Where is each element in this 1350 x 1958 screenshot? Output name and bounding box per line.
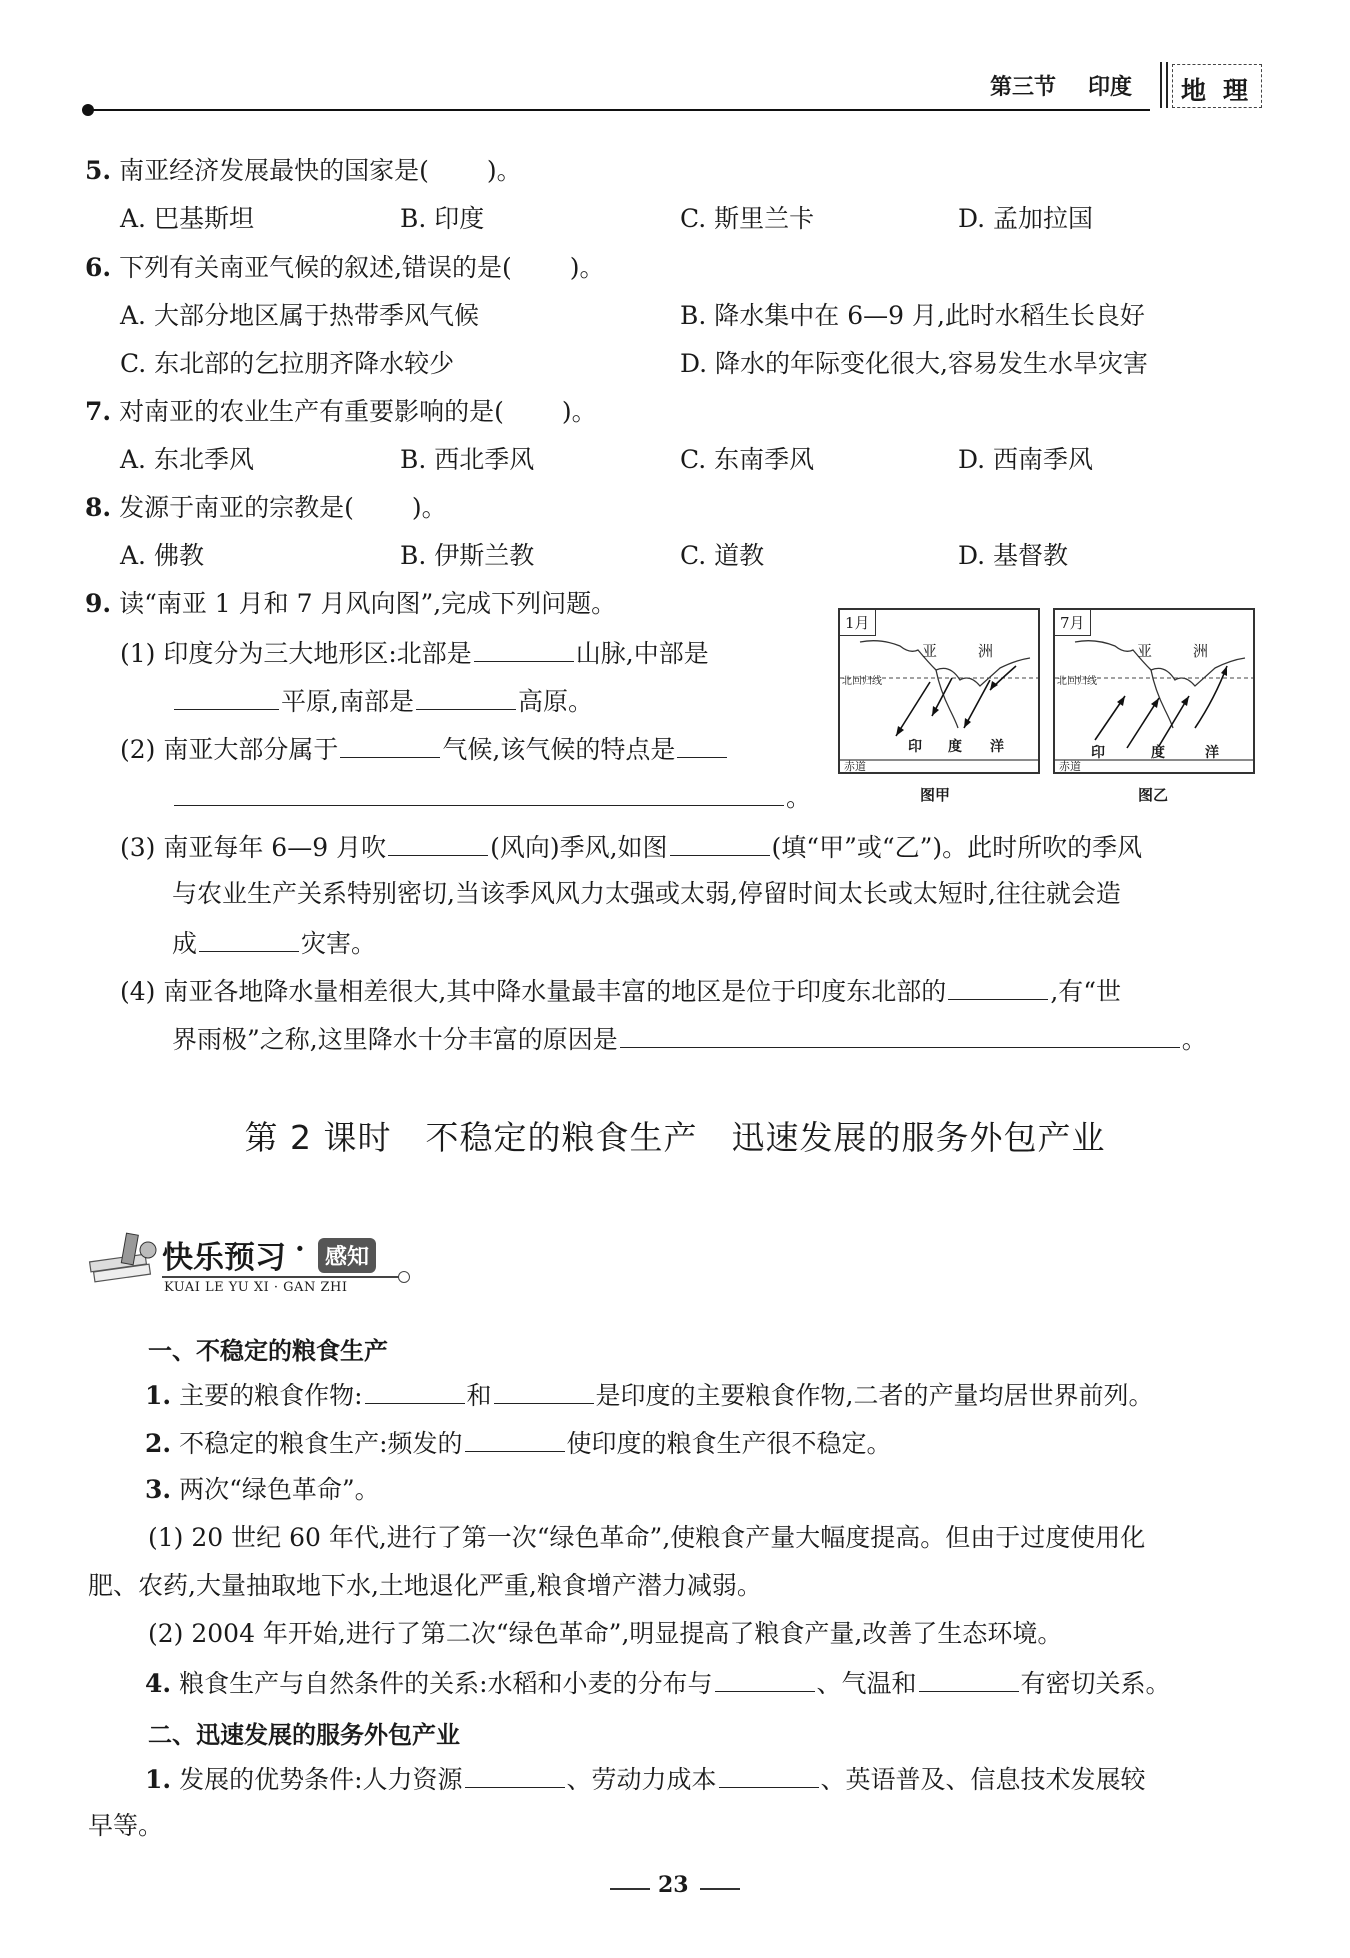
preview-underline-dot (398, 1271, 410, 1283)
q8-stem: 8. 发源于南亚的宗教是( )。 (85, 493, 447, 522)
part1-para-1-cont: 肥、农药,大量抽取地下水,土地退化严重,粮食增产潜力减弱。 (88, 1571, 762, 1600)
map-jul-yin: 印 (1091, 745, 1105, 761)
map-jul-equator: 赤道 (1059, 760, 1081, 773)
blank[interactable] (174, 779, 784, 806)
q9-sub-2: (2) 南亚大部分属于 气候,该气候的特点是 (120, 731, 729, 767)
part2-item-1: 1. 发展的优势条件:人力资源 、劳动力成本 、英语普及、信息技术发展较 (145, 1761, 1146, 1797)
q7-option-d: D. 西南季风 (958, 445, 1094, 474)
blank[interactable] (715, 1665, 815, 1692)
q6-option-c: C. 东北部的乞拉朋齐降水较少 (120, 349, 455, 378)
subject-box (1172, 64, 1262, 108)
header-divider-2 (1166, 62, 1168, 108)
map-jul-month: 7月 (1055, 610, 1091, 636)
subject-char-1: 地 (1181, 76, 1207, 105)
footer-dash-right (700, 1888, 740, 1890)
preview-underline (162, 1276, 400, 1278)
q5-option-a: A. 巴基斯坦 (120, 204, 254, 233)
map-jan-caption: 图甲 (920, 786, 951, 804)
map-jul-asia: 亚 (1137, 642, 1153, 660)
map-jan-equator: 赤道 (844, 760, 866, 773)
q8-option-d: D. 基督教 (958, 541, 1069, 570)
blank[interactable] (174, 683, 279, 710)
part1-item-4: 4. 粮食生产与自然条件的关系:水稻和小麦的分布与 、气温和 有密切关系。 (145, 1665, 1171, 1701)
blank[interactable] (474, 635, 574, 662)
header-rule (88, 109, 1150, 111)
part1-item-2: 2. 不稳定的粮食生产:频发的 使印度的粮食生产很不稳定。 (145, 1425, 892, 1461)
map-jul-du: 度 (1151, 745, 1165, 761)
q8-option-a: A. 佛教 (120, 541, 204, 570)
q8-option-b: B. 伊斯兰教 (400, 541, 535, 570)
part2-item-1-cont: 早等。 (88, 1811, 164, 1840)
header-divider (1160, 62, 1162, 108)
blank[interactable] (719, 1761, 819, 1788)
q9-sub-3-cont-2: 成 灾害。 (172, 925, 376, 961)
lesson-title: 第 2 课时 不稳定的粮食生产 迅速发展的服务外包产业 (244, 1118, 1106, 1157)
blank[interactable] (919, 1665, 1019, 1692)
blank[interactable] (677, 731, 727, 758)
blank[interactable] (388, 829, 488, 856)
q7-option-c: C. 东南季风 (680, 445, 815, 474)
blank[interactable] (465, 1425, 565, 1452)
map-jan-asia: 亚 (922, 642, 938, 660)
q7-option-a: A. 东北季风 (120, 445, 254, 474)
q9-sub-1-cont: 平原,南部是 高原。 (172, 683, 593, 719)
q6-option-b: B. 降水集中在 6—9 月,此时水稻生长良好 (680, 301, 1145, 330)
footer-dash-left (610, 1888, 650, 1890)
q5-option-d: D. 孟加拉国 (958, 204, 1094, 233)
preview-title: 快乐预习 (162, 1240, 286, 1276)
q9-sub-1: (1) 印度分为三大地形区:北部是 山脉,中部是 (120, 635, 709, 671)
preview-badge: 感知 (318, 1238, 376, 1273)
map-jan-yin: 印 (908, 739, 922, 755)
map-jul-tropic: 北回归线 (1057, 676, 1097, 687)
q6-option-d: D. 降水的年际变化很大,容易发生水旱灾害 (680, 349, 1148, 378)
blank[interactable] (494, 1377, 594, 1404)
map-jan-zhou: 洲 (978, 642, 994, 660)
part-1-title: 一、不稳定的粮食生产 (148, 1337, 388, 1365)
q5-option-b: B. 印度 (400, 204, 485, 233)
map-jul-yang: 洋 (1205, 745, 1219, 761)
q5-option-c: C. 斯里兰卡 (680, 204, 815, 233)
part1-para-2: (2) 2004 年开始,进行了第二次“绿色革命”,明显提高了粮食产量,改善了生态环境。 (148, 1619, 1063, 1648)
q7-option-b: B. 西北季风 (400, 445, 535, 474)
map-jan-tropic: 北回归线 (842, 676, 882, 687)
header-chapter: 印度 (1088, 74, 1133, 100)
wind-map-january (838, 608, 1040, 774)
map-jul-caption: 图乙 (1138, 786, 1169, 804)
q9-sub-4-cont: 界雨极”之称,这里降水十分丰富的原因是 。 (172, 1021, 1207, 1057)
q6-stem: 6. 下列有关南亚气候的叙述,错误的是( )。 (85, 253, 605, 282)
subject-char-2: 理 (1223, 76, 1249, 105)
part-2-title: 二、迅速发展的服务外包产业 (148, 1721, 460, 1749)
part1-para-1: (1) 20 世纪 60 年代,进行了第一次“绿色革命”,使粮食产量大幅度提高。但由于过度使用化 (148, 1523, 1146, 1552)
blank[interactable] (948, 973, 1048, 1000)
q8-option-c: C. 道教 (680, 541, 765, 570)
q7-stem: 7. 对南亚的农业生产有重要影响的是( )。 (85, 397, 597, 426)
part1-item-1: 1. 主要的粮食作物: 和 是印度的主要粮食作物,二者的产量均居世界前列。 (145, 1377, 1153, 1413)
blank[interactable] (465, 1761, 565, 1788)
map-jan-month: 1月 (840, 610, 876, 636)
q9-sub-3: (3) 南亚每年 6—9 月吹 (风向)季风,如图 (填“甲”或“乙”)。此时所吹的季风 (120, 829, 1142, 865)
blank[interactable] (340, 731, 440, 758)
map-jul-zhou: 洲 (1193, 642, 1209, 660)
blank[interactable] (416, 683, 516, 710)
preview-dot: · (295, 1232, 305, 1265)
map-jan-yang: 洋 (990, 739, 1004, 755)
blank[interactable] (365, 1377, 465, 1404)
q9-stem: 9. 读“南亚 1 月和 7 月风向图”,完成下列问题。 (85, 589, 617, 618)
q9-sub-2-cont: 。 (172, 779, 811, 815)
q6-option-a: A. 大部分地区属于热带季风气候 (120, 301, 479, 330)
preview-pinyin: KUAI LE YU XI · GAN ZHI (164, 1280, 348, 1295)
page-number: 23 (658, 1872, 689, 1898)
blank[interactable] (199, 925, 299, 952)
header-section: 第三节 (990, 74, 1057, 100)
q5-stem: 5. 南亚经济发展最快的国家是( )。 (85, 156, 522, 185)
map-jan-du: 度 (948, 739, 962, 755)
wind-map-july (1053, 608, 1255, 774)
blank[interactable] (620, 1021, 1180, 1048)
q9-sub-3-cont: 与农业生产关系特别密切,当该季风风力太强或太弱,停留时间太长或太短时,往往就会造 (172, 879, 1121, 908)
blank[interactable] (670, 829, 770, 856)
part1-item-3: 3. 两次“绿色革命”。 (145, 1475, 380, 1504)
books-pencil-icon (84, 1228, 164, 1288)
q9-sub-4: (4) 南亚各地降水量相差很大,其中降水量最丰富的地区是位于印度东北部的 ,有“世 (120, 973, 1121, 1009)
